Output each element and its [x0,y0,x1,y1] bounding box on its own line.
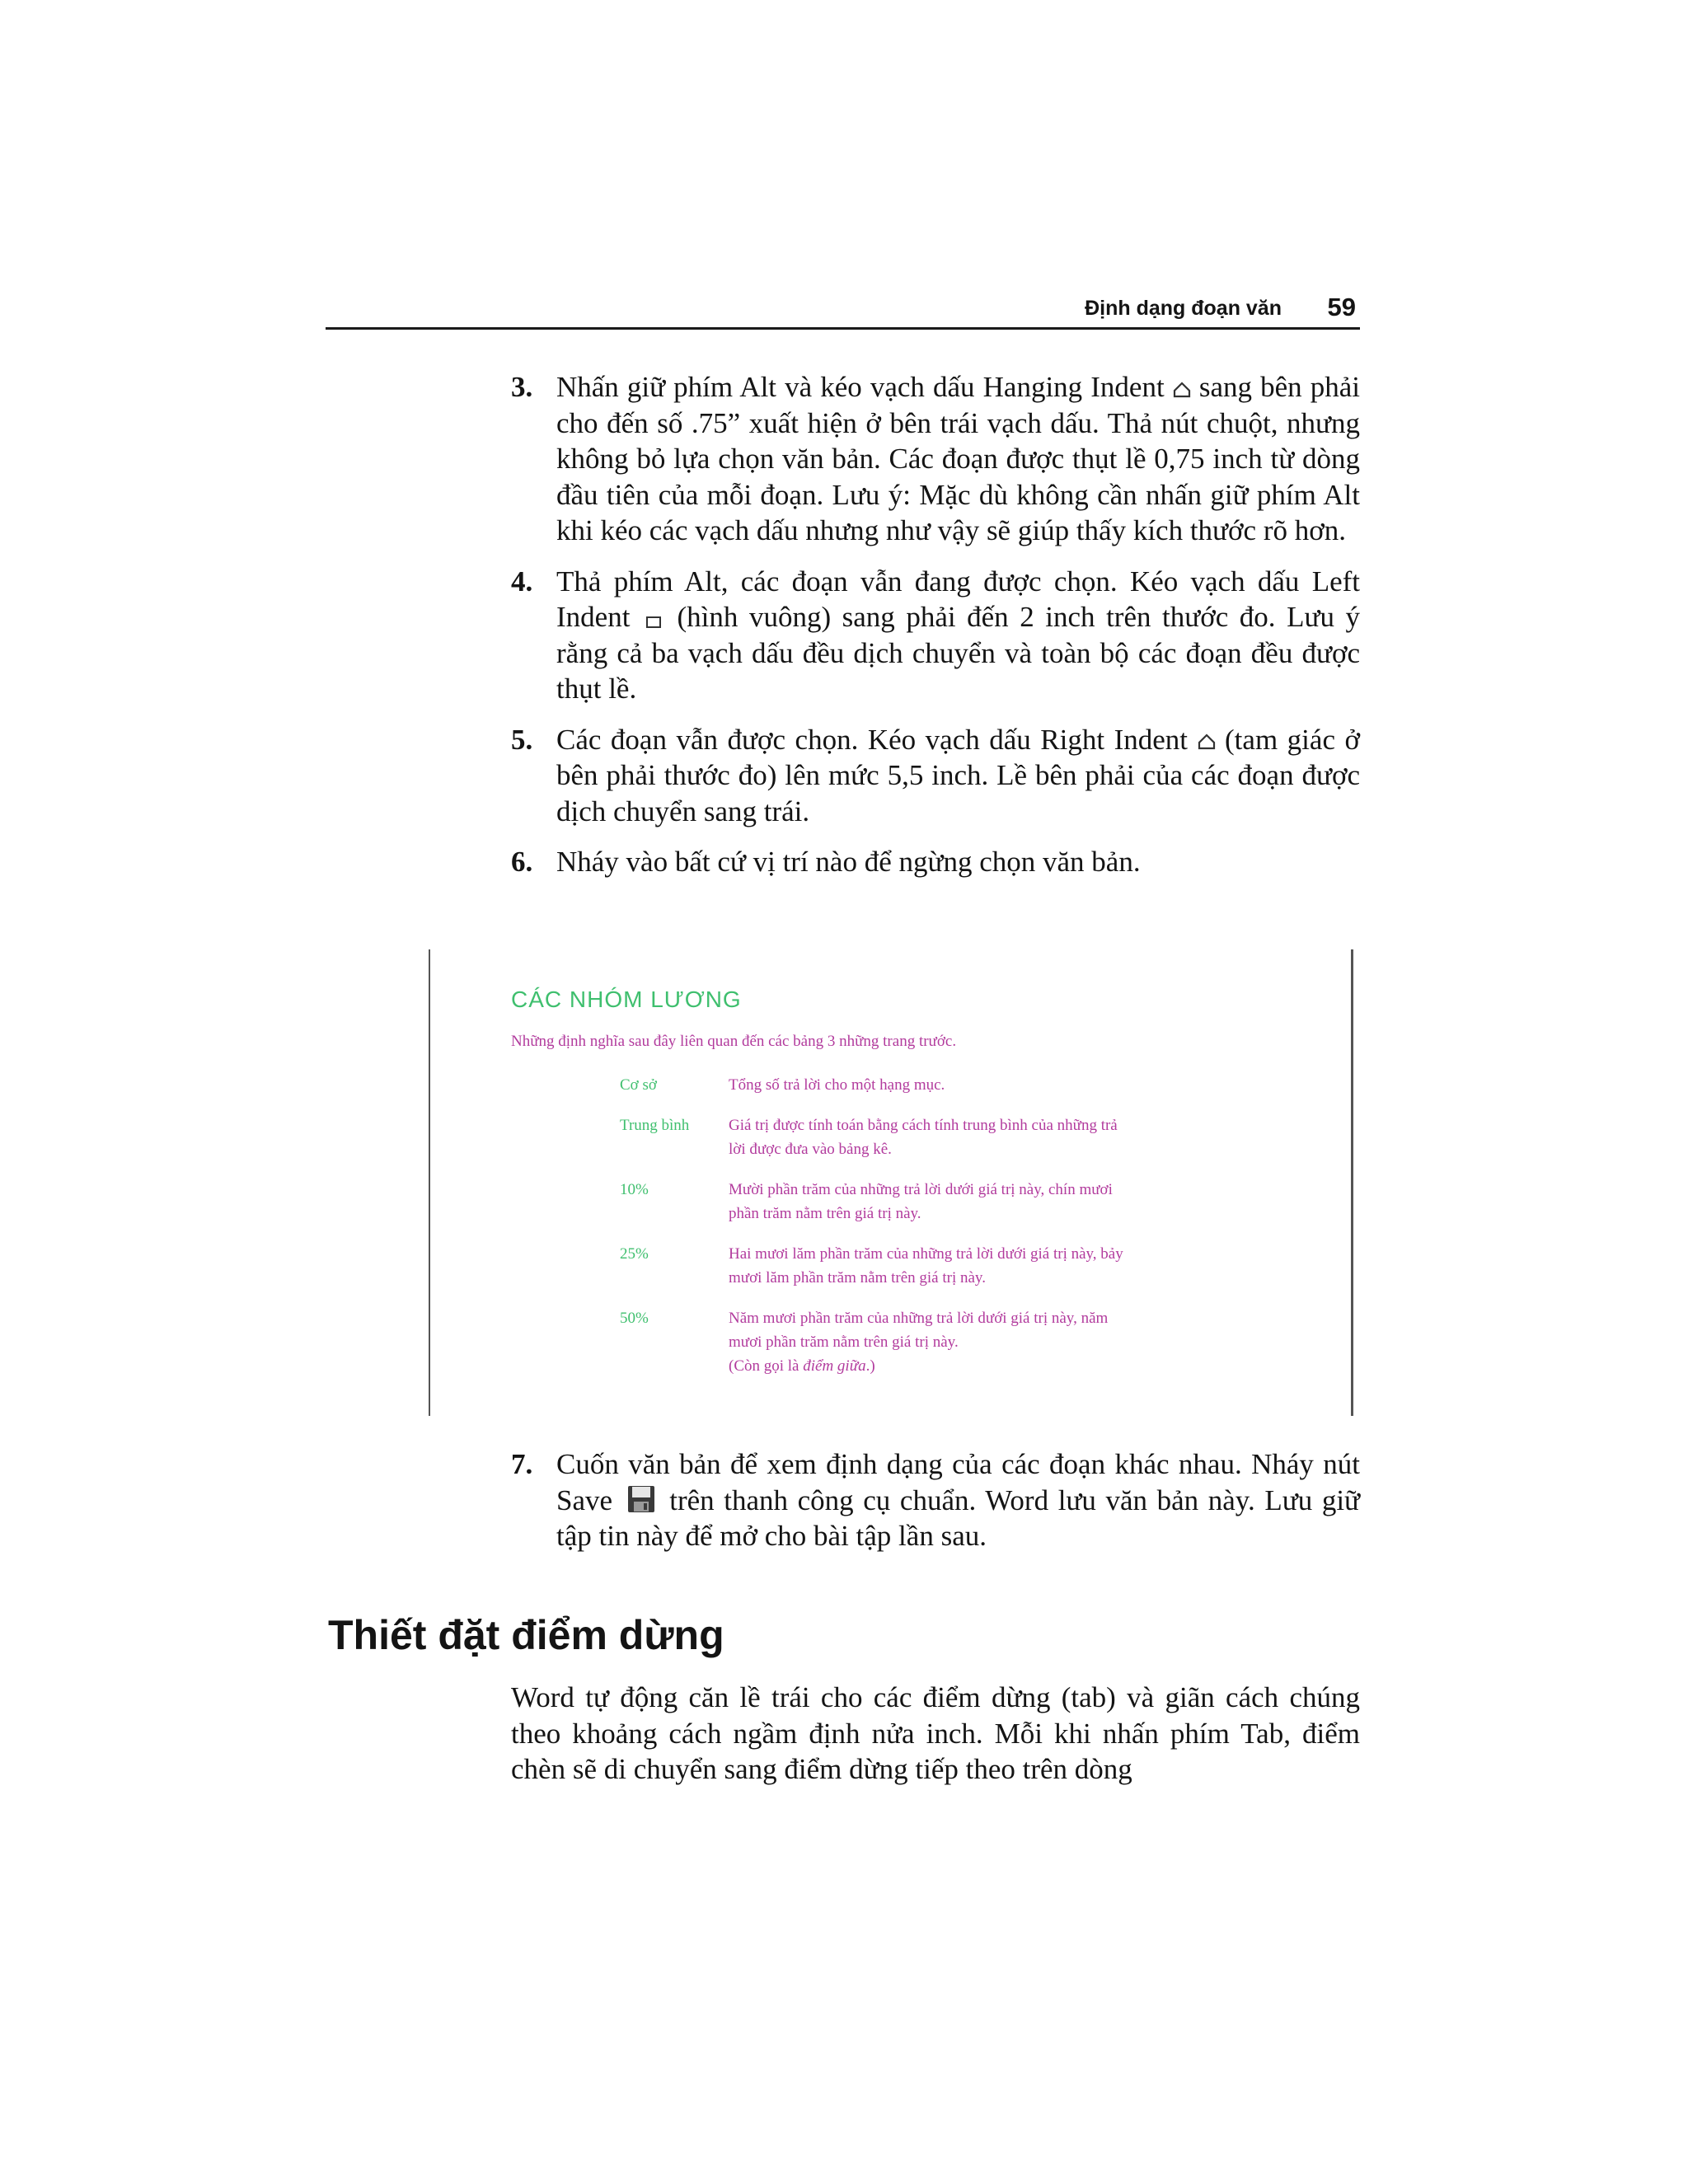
definition-row [620,1306,1131,1378]
section-heading: Thiết đặt điểm dừng [328,1612,724,1658]
figure-intro: Những định nghĩa sau đây liên quan đến các bảng 3 những trang trước. [511,1033,957,1050]
step-list-continued [511,1446,1360,1554]
definition-text: Giá trị được tính toán bằng cách tính trung bình của những trả lời được đưa vào bảng kê. [729,1117,1118,1158]
step-5 [511,722,1360,830]
definition-row [620,1242,1131,1290]
step-6 [511,844,1360,880]
step-number: 4. [511,565,533,598]
step-text: Nháy vào bất cứ vị trí nào để ngừng chọn văn bản. [556,846,1141,878]
step-text-continued: (tam giác ở bên phải thước đo) lên mức 5,5 inch. Lề bên phải của các đoạn được dịch chuyển sang trái. [556,723,1360,827]
definition-term: 10% [620,1181,649,1198]
definition-text: Hai mươi lăm phần trăm của những trả lời dưới giá trị này, bảy mươi lăm phần trăm nằm trên giá trị này. [729,1245,1123,1286]
definition-term: Cơ sở [620,1076,657,1094]
step-number: 7. [511,1448,533,1480]
step-4 [511,564,1360,707]
step-text: Các đoạn vẫn được chọn. Kéo vạch dấu Right Indent [556,723,1188,756]
definition-row [620,1178,1131,1226]
header-title: Định dạng đoạn văn [1085,297,1282,320]
left-indent-icon [646,616,661,628]
step-text-continued: trên thanh công cụ chuẩn. Word lưu văn bản này. Lưu giữ tập tin này để mở cho bài tập lần sau. [556,1483,1361,1552]
page-header [326,280,1360,330]
definition-table [620,1073,1131,1378]
save-icon [627,1485,655,1513]
definition-text: Mười phần trăm của những trả lời dưới giá trị này, chín mươi phần trăm nằm trên giá trị này. [729,1181,1113,1222]
section-paragraph: Word tự động căn lề trái cho các điểm dừng (tab) và giãn cách chúng theo khoảng cách ngầm định nửa inch. Mỗi khi nhấn phím Tab, điểm chèn sẽ di chuyển sang điểm dừng tiếp theo trên dòng [511,1681,1360,1785]
hanging-indent-icon [1173,382,1191,398]
definition-note-suffix: .) [865,1357,875,1375]
step-7 [511,1446,1360,1554]
definition-term: 50% [620,1310,649,1327]
step-text: Nhấn giữ phím Alt và kéo vạch dấu Hanging Indent [556,371,1165,403]
definition-row [620,1073,1131,1097]
step-text: Cuốn văn bản để xem định dạng của các đoạn khác nhau. Nháy nút Save [556,1448,1360,1516]
step-text: Thả phím Alt, các đoạn vẫn đang được chọn. Kéo vạch dấu Left Indent [556,565,1360,633]
definition-text: Tổng số trả lời cho một hạng mục. [729,1076,945,1094]
definition-term: Trung bình [620,1117,690,1134]
step-number: 5. [511,723,533,756]
definition-term: 25% [620,1245,649,1263]
document-figure [429,949,1353,1416]
page-number: 59 [1327,293,1356,321]
step-list [511,369,1360,880]
definition-note-italic: điểm giữa [803,1357,866,1375]
figure-title: CÁC NHÓM LƯƠNG [511,987,742,1012]
definition-main: Năm mươi phần trăm của những trả lời dưới giá trị này, năm mươi phần trăm nằm trên giá trị này. [729,1310,1109,1351]
definition-note-prefix: (Còn gọi là [729,1357,804,1375]
figure-left-border [429,949,430,1416]
definition-text [729,1306,1131,1378]
step-3 [511,369,1360,549]
step-text-continued: sang bên phải cho đến số .75” xuất hiện ở bên trái vạch dấu. Thả nút chuột, nhưng không bỏ lựa chọn văn bản. Các đoạn được thụt lề 0,75 inch từ dòng đầu tiên của mỗi đoạn. Lưu ý: Mặc dù không cần nhấn giữ phím Alt khi kéo các vạch dấu nhưng như vậy sẽ giúp thấy kích thước rõ hơn. [556,371,1361,546]
step-text-continued: (hình vuông) sang phải đến 2 inch trên thước đo. Lưu ý rằng cả ba vạch dấu đều dịch chuyển và toàn bộ các đoạn đều được thụt lề. [556,601,1360,705]
definition-row [620,1113,1131,1161]
right-indent-icon [1198,733,1216,750]
figure-right-border [1351,949,1353,1416]
step-number: 3. [511,371,533,403]
step-number: 6. [511,846,533,878]
